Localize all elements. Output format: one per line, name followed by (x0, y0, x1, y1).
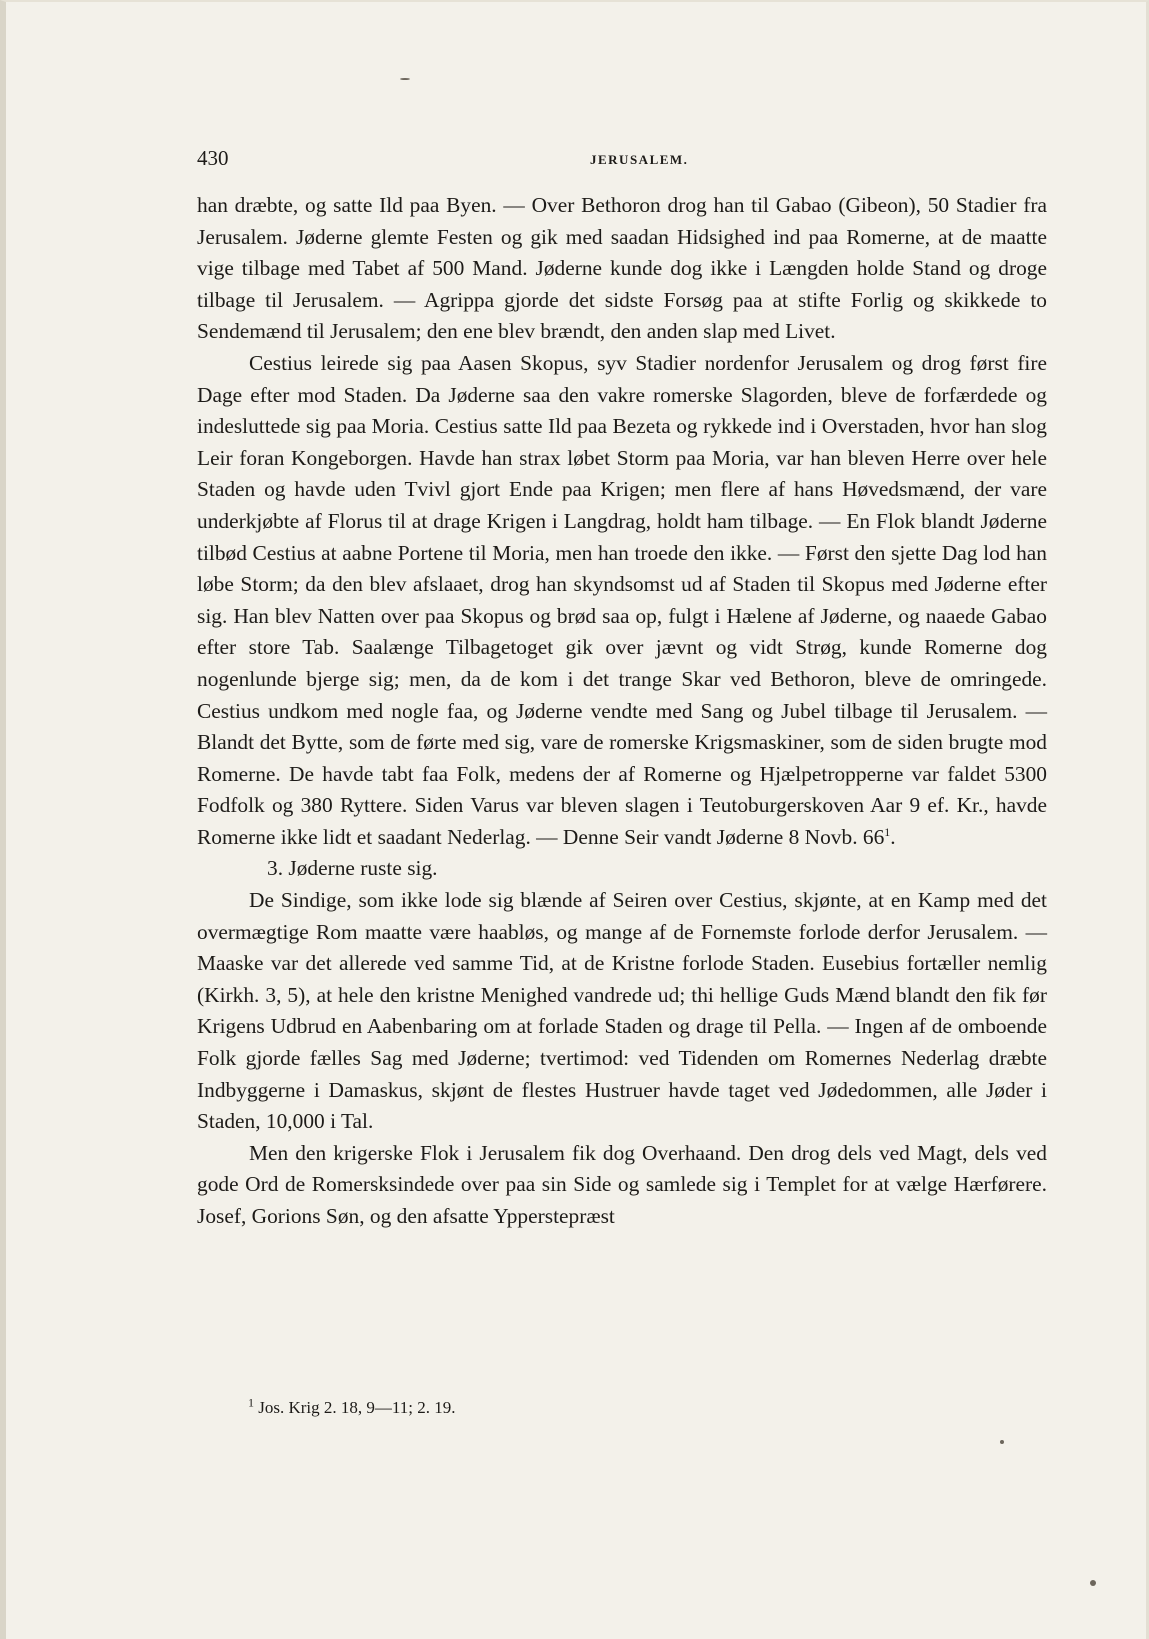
paper-speck (1090, 1580, 1096, 1586)
footnote (248, 1395, 456, 1418)
footnote-marker: 1 (248, 1395, 254, 1410)
body-text (197, 190, 1047, 1233)
paper-speck (400, 78, 410, 80)
paragraph-2-text: Cestius leirede sig paa Aasen Skopus, syv Stadier nordenfor Jerusalem og drog først fire Dage efter mod Staden. Da Jøderne saa den vakre romerske Slagorden, bleve de forfærdede og indesluttede sig paa Moria. Cestius satte Ild paa Bezeta og rykkede ind i Overstaden, hvor han slog Leir foran Kongeborgen. Havde han strax løbet Storm paa Moria, var han bleven Herre over hele Staden og havde uden Tvivl gjort Ende paa Krigen; men flere af hans Høvedsmænd, der vare underkjøbte af Florus til at drage Krigen i Langdrag, holdt ham tilbage. — En Flok blandt Jøderne tilbød Cestius at aabne Portene til Moria, men han troede den ikke. — Først den sjette Dag lod han løbe Storm; da den blev afslaaet, drog han skyndsomst ud af Staden til Skopus med Jøderne efter sig. Han blev Natten over paa Skopus og brød saa op, fulgt i Hælene af Jøderne, og naaede Gabao efter store Tab. Saalænge Tilbagetoget gik over jævnt og vidt Strøg, kunde Romerne dog nogenlunde bjerge sig; men, da de kom i det trange Skar ved Bethoron, bleve de omringede. Cestius undkom med nogle faa, og Jøderne vendte med Sang og Jubel tilbage til Jerusalem. — Blandt det Bytte, som de førte med sig, vare de romerske Krigsmaskiner, som de siden brugte mod Romerne. De havde tabt faa Folk, medens der af Romerne og Hjælpetropperne var faldet 5300 Fodfolk og 380 Ryttere. Siden Varus var bleven slagen i Teutoburgerskoven Aar 9 ef. Kr., havde Romerne ikke lidt et saadant Nederlag. — Denne Seir vandt Jøderne 8 Novb. 66 (197, 350, 1047, 849)
paragraph-3: De Sindige, som ikke lode sig blænde af Seiren over Cestius, skjønte, at en Kamp med det overmægtige Rom maatte være haabløs, og mange af de Fornemste forlode derfor Jerusalem. — Maaske var det allerede ved samme Tid, at de Kristne forlode Staden. Eusebius fortæller nemlig (Kirkh. 3, 5), at hele den kristne Menighed vandrede ud; thi hellige Guds Mænd blandt den fik før Krigens Udbrud en Aabenbaring om at forlade Staden og drage til Pella. — Ingen af de omboende Folk gjorde fælles Sag med Jøderne; tvertimod: ved Tidenden om Romernes Nederlag dræbte Indbyggerne i Damaskus, skjønt de flestes Hustruer havde taget ved Jødedommen, alle Jøder i Staden, 10,000 i Tal. (197, 888, 1047, 1134)
section-heading: 3. Jøderne ruste sig. (267, 856, 438, 881)
page-header (197, 146, 1047, 176)
footnote-text: Jos. Krig 2. 18, 9—11; 2. 19. (258, 1398, 456, 1417)
paragraph-4: Men den krigerske Flok i Jerusalem fik dog Overhaand. Den drog dels ved Magt, dels ved gode Ord de Romersksindede over paa sin Side og samlede sig i Templet for at vælge Hærførere. Josef, Gorions Søn, og den afsatte Ypperstepræst (197, 1140, 1047, 1228)
paper-speck (1000, 1440, 1004, 1444)
paragraph-2-end: . (890, 824, 896, 849)
running-title: JERUSALEM. (590, 152, 689, 167)
paragraph-2 (197, 348, 1047, 854)
footnote-reference: 1 (884, 824, 891, 839)
page-number: 430 (197, 146, 229, 170)
paragraph-1: han dræbte, og satte Ild paa Byen. — Over Bethoron drog han til Gabao (Gibeon), 50 Stadier fra Jerusalem. Jøderne glemte Festen og gik med saadan Hidsighed ind paa Romerne, at de maatte vige tilbage med Tabet af 500 Mand. Jøderne kunde dog ikke i Længden holde Stand og droge tilbage til Jerusalem. — Agrippa gjorde det sidste Forsøg paa at stifte Forlig og skikkede to Sendemænd til Jerusalem; den ene blev brændt, den anden slap med Livet. (197, 193, 1047, 344)
